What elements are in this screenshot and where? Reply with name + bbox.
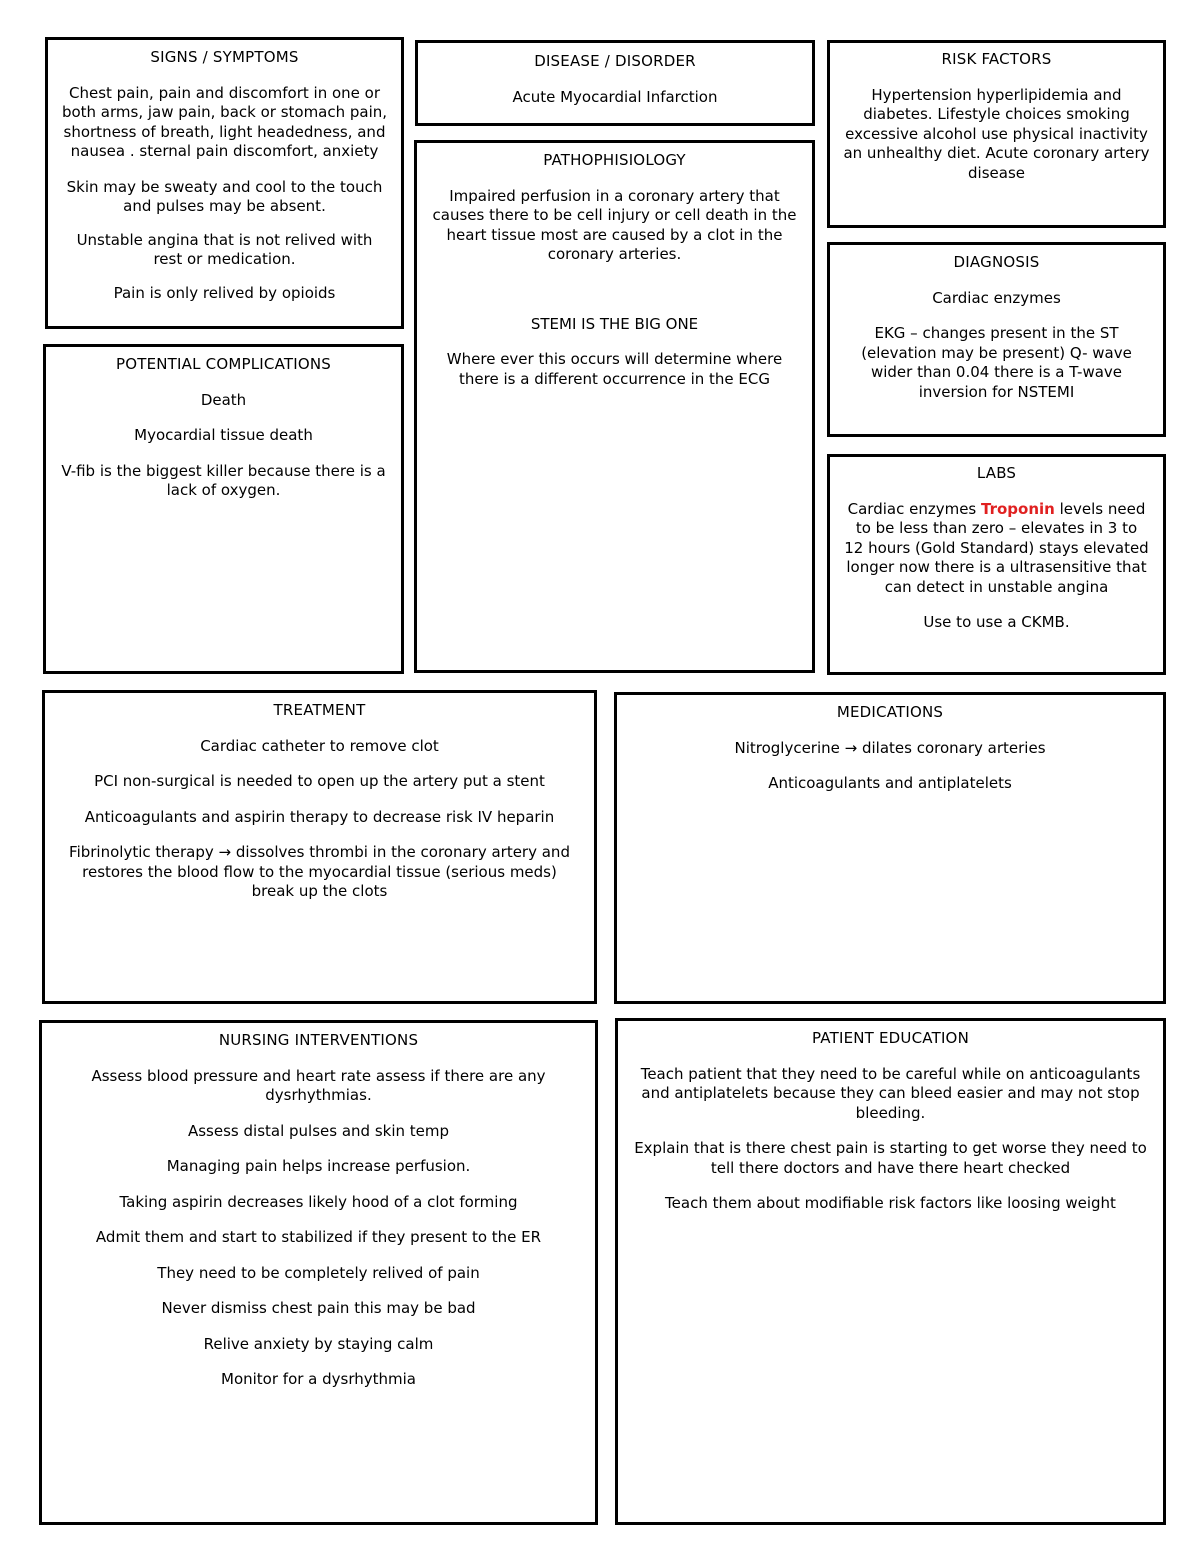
signs-symptoms-item: Chest pain, pain and discomfort in one or both arms, jaw pain, back or stomach pain, shortness of breath, light headedness, and nausea . sternal pain discomfort, anxiety (61, 83, 388, 160)
signs-symptoms-title: SIGNS / SYMPTOMS (150, 48, 299, 66)
signs-symptoms-box (45, 37, 404, 329)
medications-box (614, 692, 1166, 1004)
pathophysiology-item: STEMI IS THE BIG ONE (530, 314, 699, 333)
patient-education-item: Teach patient that they need to be careful while on anticoagulants and antiplatelets because they can bleed easier and may not stop bleeding. (640, 1064, 1141, 1122)
risk-factors-box (827, 40, 1166, 228)
potential-complications-item: V-fib is the biggest killer because there is a lack of oxygen. (61, 461, 386, 499)
labs-item: Use to use a CKMB. (923, 613, 1070, 631)
medications-item: Nitroglycerine → dilates coronary arteries (734, 738, 1046, 757)
nursing-interventions-item: Assess distal pulses and skin temp (187, 1121, 450, 1140)
potential-complications-item: Myocardial tissue death (134, 426, 313, 444)
diagnosis-item: EKG – changes present in the ST (elevation may be present) Q- wave wider than 0.04 there is a T-wave inversion for NSTEMI (861, 324, 1132, 401)
labs-box (827, 454, 1166, 675)
signs-symptoms-item: Skin may be sweaty and cool to the touch and pulses may be absent. (66, 177, 383, 215)
pathophysiology-title: PATHOPHISIOLOGY (543, 151, 686, 169)
labs-item-text: Cardiac enzymes (847, 499, 982, 518)
treatment-item: PCI non-surgical is needed to open up the artery put a stent (94, 772, 545, 790)
diagnosis-item: Cardiac enzymes (932, 288, 1061, 307)
treatment-item: Anticoagulants and aspirin therapy to decrease risk IV heparin (84, 807, 555, 826)
diagnosis-title: DIAGNOSIS (953, 253, 1040, 271)
disease-box (415, 40, 815, 126)
risk-factors-text: Hypertension hyperlipidemia and diabetes. Lifestyle choices smoking excessive alcohol use physical inactivity an unhealthy diet. Acute coronary artery disease (843, 85, 1150, 182)
potential-complications-box (43, 344, 404, 674)
nursing-interventions-item: They need to be completely relived of pain (157, 1263, 480, 1282)
labs-item (844, 500, 1149, 598)
disease-name: Acute Myocardial Infarction (512, 87, 718, 106)
disease-title: DISEASE / DISORDER (534, 52, 696, 70)
labs-title: LABS (976, 464, 1017, 482)
nursing-interventions-item: Never dismiss chest pain this may be bad (161, 1299, 476, 1317)
pathophysiology-item: Where ever this occurs will determine where there is a different occurrence in the ECG (446, 350, 783, 388)
medications-title: MEDICATIONS (836, 703, 944, 721)
patient-education-item: Teach them about modifiable risk factors like loosing weight (665, 1194, 1116, 1212)
nursing-interventions-item: Monitor for a dysrhythmia (221, 1370, 416, 1388)
treatment-box (42, 690, 597, 1004)
nursing-interventions-box (39, 1020, 598, 1525)
signs-symptoms-item: Pain is only relived by opioids (113, 283, 336, 302)
risk-factors-title: RISK FACTORS (941, 50, 1052, 68)
nursing-interventions-item: Relive anxiety by staying calm (203, 1334, 434, 1353)
treatment-title: TREATMENT (273, 701, 366, 719)
diagnosis-box (827, 242, 1166, 437)
treatment-item: Cardiac catheter to remove clot (200, 736, 439, 755)
nursing-interventions-item: Admit them and start to stabilized if they present to the ER (95, 1228, 542, 1246)
nursing-interventions-item: Taking aspirin decreases likely hood of a clot forming (119, 1192, 518, 1211)
nursing-interventions-item: Assess blood pressure and heart rate assess if there are any dysrhythmias. (91, 1066, 546, 1104)
patient-education-title: PATIENT EDUCATION (812, 1029, 969, 1047)
nursing-interventions-item: Managing pain helps increase perfusion. (166, 1157, 471, 1175)
patient-education-box (615, 1018, 1166, 1525)
labs-item-text: levels need to be less than zero – elevates in 3 to 12 hours (Gold Standard) stays elevated longer now there is a ultrasensitive that can detect in unstable angina (844, 499, 1149, 596)
pathophysiology-box (414, 140, 815, 673)
nursing-interventions-title: NURSING INTERVENTIONS (218, 1031, 419, 1049)
troponin-highlight: Troponin (981, 499, 1055, 518)
medications-item: Anticoagulants and antiplatelets (768, 774, 1012, 792)
potential-complications-item: Death (200, 390, 247, 409)
pathophysiology-item: Impaired perfusion in a coronary artery that causes there to be cell injury or cell death in the heart tissue most are caused by a clot in the coronary arteries. (432, 186, 797, 263)
signs-symptoms-item: Unstable angina that is not relived with rest or medication. (76, 230, 373, 268)
treatment-item: Fibrinolytic therapy → dissolves thrombi in the coronary artery and restores the blood flow to the myocardial tissue (serious meds) break up the clots (69, 843, 570, 900)
patient-education-item: Explain that is there chest pain is starting to get worse they need to tell there doctors and have there heart checked (634, 1139, 1147, 1177)
potential-complications-title: POTENTIAL COMPLICATIONS (115, 355, 332, 373)
